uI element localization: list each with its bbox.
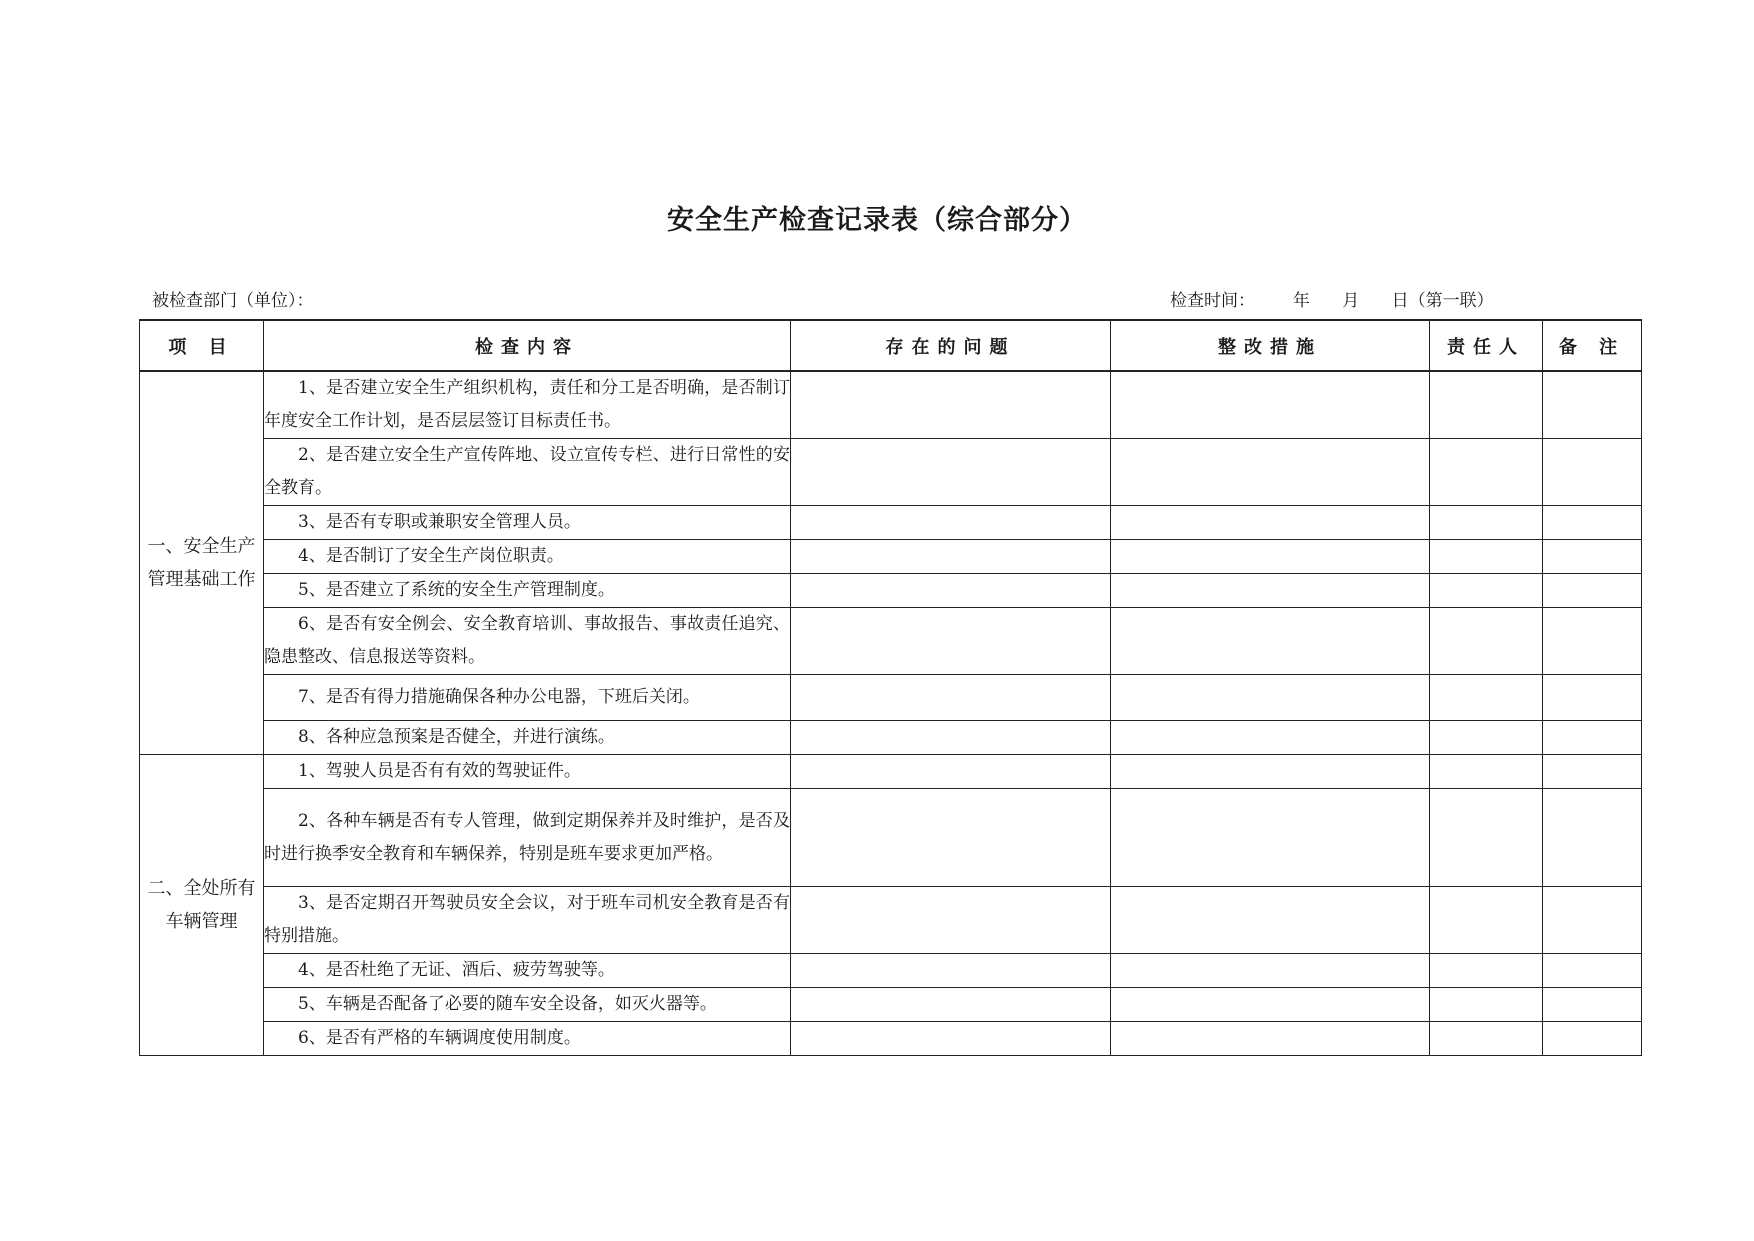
check-item: 5、车辆是否配备了必要的随车安全设备，如灭火器等。 [264,988,791,1022]
check-item: 5、是否建立了系统的安全生产管理制度。 [264,574,791,608]
inspection-date-label: 检查时间： 年 月 日（第一联） [1170,291,1494,311]
table-row [140,721,1642,755]
remarks-cell[interactable] [1543,1022,1642,1056]
problems-cell[interactable] [791,506,1111,540]
problems-cell[interactable] [791,608,1111,675]
section-label-vehicle-management: 二、全处所有车辆管理 [140,755,264,1056]
remarks-cell[interactable] [1543,608,1642,675]
table-row [140,954,1642,988]
column-header-item: 项 目 [140,320,264,371]
responsible-cell[interactable] [1430,506,1543,540]
table-row [140,1022,1642,1056]
measures-cell[interactable] [1111,574,1430,608]
measures-cell[interactable] [1111,439,1430,506]
problems-cell[interactable] [791,371,1111,439]
problems-cell[interactable] [791,439,1111,506]
problems-cell[interactable] [791,789,1111,887]
check-item: 3、是否定期召开驾驶员安全会议，对于班车司机安全教育是否有特别措施。 [264,887,791,954]
table-row [140,506,1642,540]
table-row [140,574,1642,608]
table-row [140,540,1642,574]
problems-cell[interactable] [791,755,1111,789]
table-row [140,789,1642,887]
problems-cell[interactable] [791,887,1111,954]
remarks-cell[interactable] [1543,789,1642,887]
remarks-cell[interactable] [1543,954,1642,988]
measures-cell[interactable] [1111,540,1430,574]
column-header-remarks: 备 注 [1543,320,1642,371]
inspection-table [139,319,1642,1056]
problems-cell[interactable] [791,721,1111,755]
table-row [140,675,1642,721]
column-header-problems: 存在的问题 [791,320,1111,371]
department-label: 被检查部门（单位）： [152,291,314,311]
table-row [140,887,1642,954]
check-item: 1、是否建立安全生产组织机构，责任和分工是否明确，是否制订年度安全工作计划，是否层层签订目标责任书。 [264,371,791,439]
problems-cell[interactable] [791,1022,1111,1056]
responsible-cell[interactable] [1430,371,1543,439]
section-label-safety-management: 一、安全生产管理基础工作 [140,371,264,755]
measures-cell[interactable] [1111,789,1430,887]
responsible-cell[interactable] [1430,887,1543,954]
measures-cell[interactable] [1111,721,1430,755]
problems-cell[interactable] [791,988,1111,1022]
responsible-cell[interactable] [1430,721,1543,755]
remarks-cell[interactable] [1543,988,1642,1022]
table-header-row [140,320,1642,371]
problems-cell[interactable] [791,574,1111,608]
measures-cell[interactable] [1111,954,1430,988]
responsible-cell[interactable] [1430,954,1543,988]
table-row [140,371,1642,439]
table-row [140,439,1642,506]
responsible-cell[interactable] [1430,675,1543,721]
table-row [140,755,1642,789]
remarks-cell[interactable] [1543,371,1642,439]
measures-cell[interactable] [1111,675,1430,721]
responsible-cell[interactable] [1430,574,1543,608]
measures-cell[interactable] [1111,1022,1430,1056]
remarks-cell[interactable] [1543,675,1642,721]
check-item: 4、是否杜绝了无证、酒后、疲劳驾驶等。 [264,954,791,988]
column-header-measures: 整改措施 [1111,320,1430,371]
measures-cell[interactable] [1111,506,1430,540]
responsible-cell[interactable] [1430,755,1543,789]
measures-cell[interactable] [1111,755,1430,789]
check-item: 6、是否有严格的车辆调度使用制度。 [264,1022,791,1056]
table-row [140,988,1642,1022]
responsible-cell[interactable] [1430,1022,1543,1056]
remarks-cell[interactable] [1543,755,1642,789]
remarks-cell[interactable] [1543,887,1642,954]
check-item: 4、是否制订了安全生产岗位职责。 [264,540,791,574]
remarks-cell[interactable] [1543,721,1642,755]
measures-cell[interactable] [1111,887,1430,954]
responsible-cell[interactable] [1430,988,1543,1022]
remarks-cell[interactable] [1543,540,1642,574]
column-header-content: 检查内容 [264,320,791,371]
check-item: 3、是否有专职或兼职安全管理人员。 [264,506,791,540]
responsible-cell[interactable] [1430,439,1543,506]
measures-cell[interactable] [1111,988,1430,1022]
responsible-cell[interactable] [1430,608,1543,675]
remarks-cell[interactable] [1543,574,1642,608]
problems-cell[interactable] [791,954,1111,988]
remarks-cell[interactable] [1543,439,1642,506]
problems-cell[interactable] [791,675,1111,721]
check-item: 6、是否有安全例会、安全教育培训、事故报告、事故责任追究、隐患整改、信息报送等资料。 [264,608,791,675]
check-item: 7、是否有得力措施确保各种办公电器，下班后关闭。 [264,675,791,721]
problems-cell[interactable] [791,540,1111,574]
measures-cell[interactable] [1111,371,1430,439]
check-item: 8、各种应急预案是否健全，并进行演练。 [264,721,791,755]
measures-cell[interactable] [1111,608,1430,675]
remarks-cell[interactable] [1543,506,1642,540]
responsible-cell[interactable] [1430,789,1543,887]
check-item: 2、各种车辆是否有专人管理，做到定期保养并及时维护，是否及时进行换季安全教育和车辆保养，特别是班车要求更加严格。 [264,789,791,887]
responsible-cell[interactable] [1430,540,1543,574]
page-title: 安全生产检查记录表（综合部分） [667,205,1087,236]
check-item: 2、是否建立安全生产宣传阵地、设立宣传专栏、进行日常性的安全教育。 [264,439,791,506]
column-header-responsible: 责任人 [1430,320,1543,371]
check-item: 1、驾驶人员是否有有效的驾驶证件。 [264,755,791,789]
table-row [140,608,1642,675]
